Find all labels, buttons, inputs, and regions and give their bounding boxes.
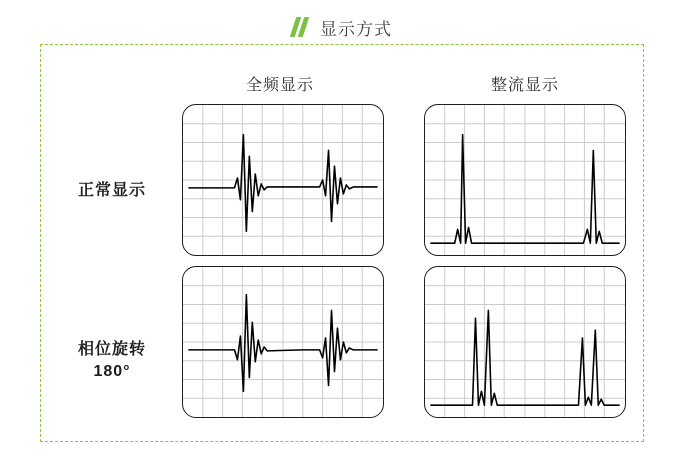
rotated-full-frequency-waveform xyxy=(182,266,384,418)
row-label-phase-rotated-degrees: 180° xyxy=(93,363,131,380)
grid-lines xyxy=(183,267,383,417)
row-label-phase-rotated-text: 相位旋转 xyxy=(77,341,146,358)
grid-lines xyxy=(183,105,383,255)
normal-rectified-waveform xyxy=(424,104,626,256)
rotated-rectified-waveform xyxy=(424,266,626,418)
normal-full-frequency-svg xyxy=(183,105,383,255)
rotated-full-frequency-svg xyxy=(183,267,383,417)
rotated-rectified-svg xyxy=(425,267,625,417)
normal-full-frequency-waveform xyxy=(182,104,384,256)
column-header-full-frequency: 全频显示 xyxy=(245,77,314,94)
column-header-rectified: 整流显示 xyxy=(490,77,559,94)
row-label-phase-rotated xyxy=(42,339,182,383)
normal-rectified-svg xyxy=(425,105,625,255)
page-header xyxy=(0,10,682,44)
page-title: 显示方式 xyxy=(320,19,392,39)
row-label-normal xyxy=(42,180,182,202)
row-label-normal-text: 正常显示 xyxy=(77,182,146,199)
double-slash-logo-icon xyxy=(290,16,312,38)
